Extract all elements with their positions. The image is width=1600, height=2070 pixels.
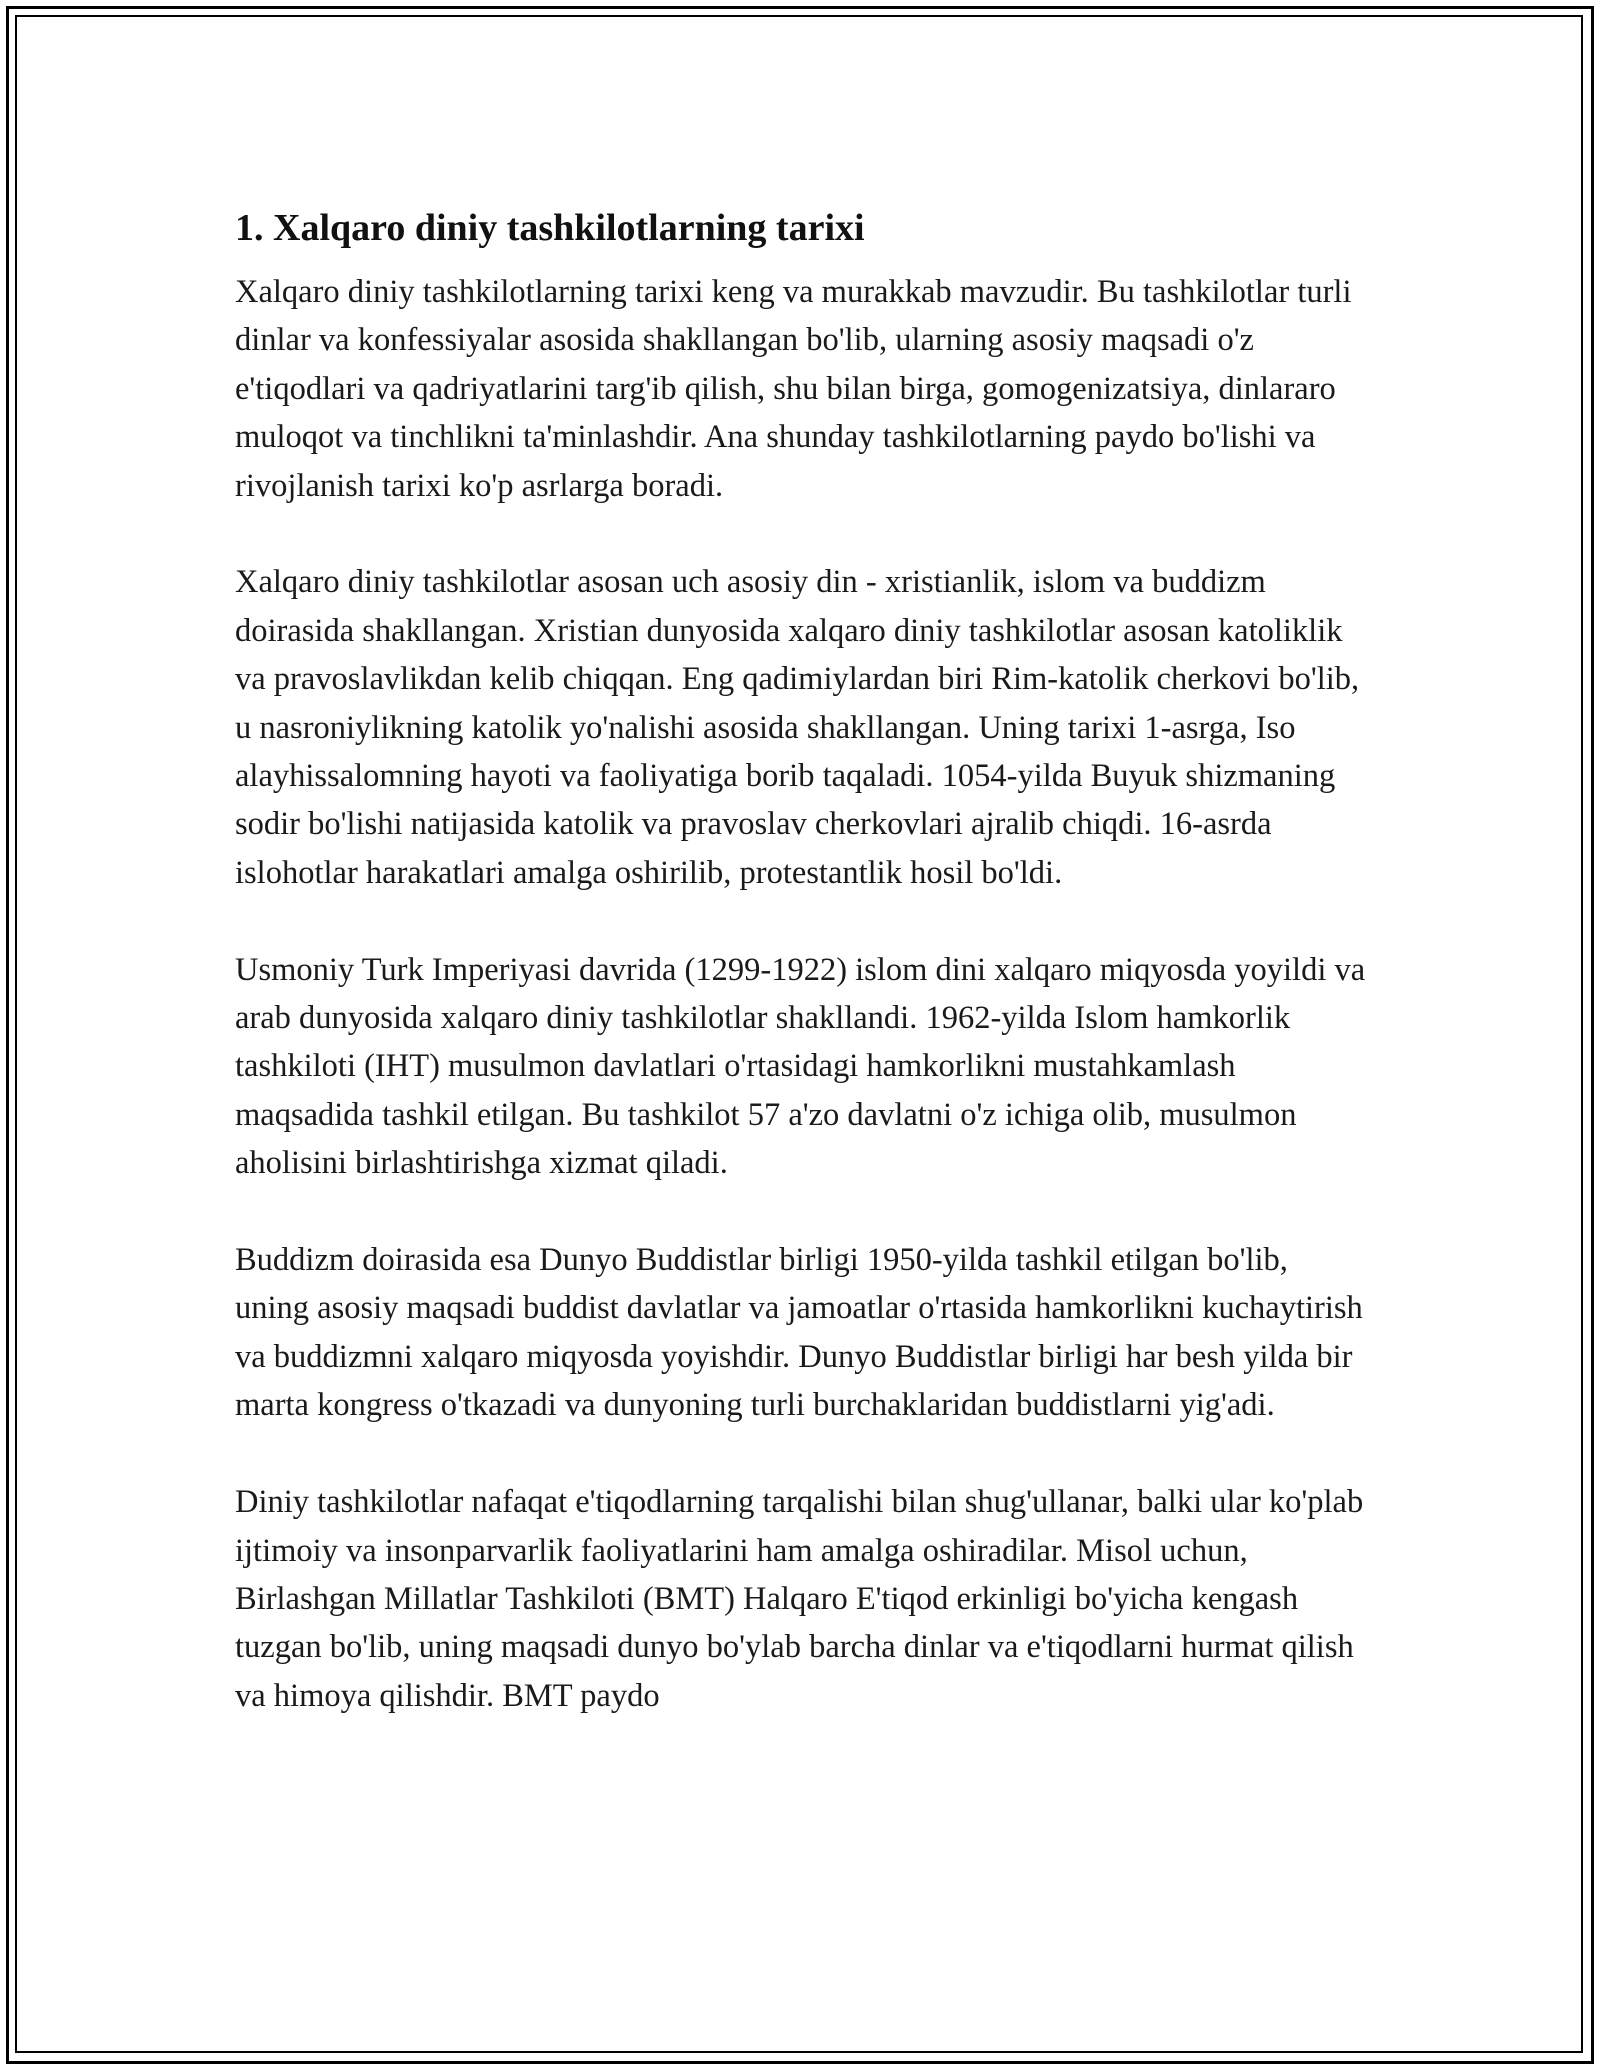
paragraph-5: Diniy tashkilotlar nafaqat e'tiqodlarning tarqalishi bilan shug'ullanar, balki ular ko'plab ijtimoiy va insonparvarlik faoliyatlarini ham amalga oshiradilar. Misol uchun, Birlashgan Millatlar Tashkiloti (BMT) Halqaro E'tiqod erkinligi bo'yicha kengash tuzgan bo'lib, uning maqsadi dunyo bo'ylab barcha dinlar va e'tiqodlarni hurmat qilish va himoya qilishdir. BMT paydo (235, 1484, 1364, 1714)
section-heading: 1. Xalqaro diniy tashkilotlarning tarixi (235, 207, 865, 249)
paragraph-4: Buddizm doirasida esa Dunyo Buddistlar birligi 1950-yilda tashkil etilgan bo'lib, uning asosiy maqsadi buddist davlatlar va jamoatlar o'rtasida hamkorlikni kuchaytirish va buddizmni xalqaro miqyosda yoyishdir. Dunyo Buddistlar birligi har besh yilda bir marta kongress o'tkazadi va dunyoning turli burchaklaridan buddistlarni yig'adi. (235, 1242, 1363, 1424)
paragraph-1: Xalqaro diniy tashkilotlarning tarixi keng va murakkab mavzudir. Bu tashkilotlar turli dinlar va konfessiyalar asosida shakllangan bo'lib, ularning asosiy maqsadi o'z e'tiqodlari va qadriyatlarini targ'ib qilish, shu bilan birga, gomogenizatsiya, dinlararo muloqot va tinchlikni ta'minlashdir. Ana shunday tashkilotlarning paydo bo'lishi va rivojlanish tarixi ko'p asrlarga boradi. (235, 274, 1352, 504)
document-body (235, 176, 1370, 1769)
paragraph-3: Usmoniy Turk Imperiyasi davrida (1299-1922) islom dini xalqaro miqyosda yoyildi va arab dunyosida xalqaro diniy tashkilotlar shakllandi. 1962-yilda Islom hamkorlik tashkiloti (IHT) musulmon davlatlari o'rtasidagi hamkorlikni mustahkamlash maqsadida tashkil etilgan. Bu tashkilot 57 a'zo davlatni o'z ichiga olib, musulmon aholisini birlashtirishga xizmat qiladi. (235, 951, 1366, 1182)
paragraph-2: Xalqaro diniy tashkilotlar asosan uch asosiy din - xristianlik, islom va buddizm doirasida shakllangan. Xristian dunyosida xalqaro diniy tashkilotlar asosan katoliklik va pravoslavlikdan kelib chiqqan. Eng qadimiylardan biri Rim-katolik cherkovi bo'lib, u nasroniylikning katolik yo'nalishi asosida shakllangan. Uning tarixi 1-asrga, Iso alayhissalomning hayoti va faoliyatiga borib taqaladi. 1054-yilda Buyuk shizmaning sodir bo'lishi natijasida katolik va pravoslav cherkovlari ajralib chiqdi. 16-asrda islohotlar harakatlari amalga oshirilib, protestantlik hosil bo'ldi. (235, 564, 1360, 891)
